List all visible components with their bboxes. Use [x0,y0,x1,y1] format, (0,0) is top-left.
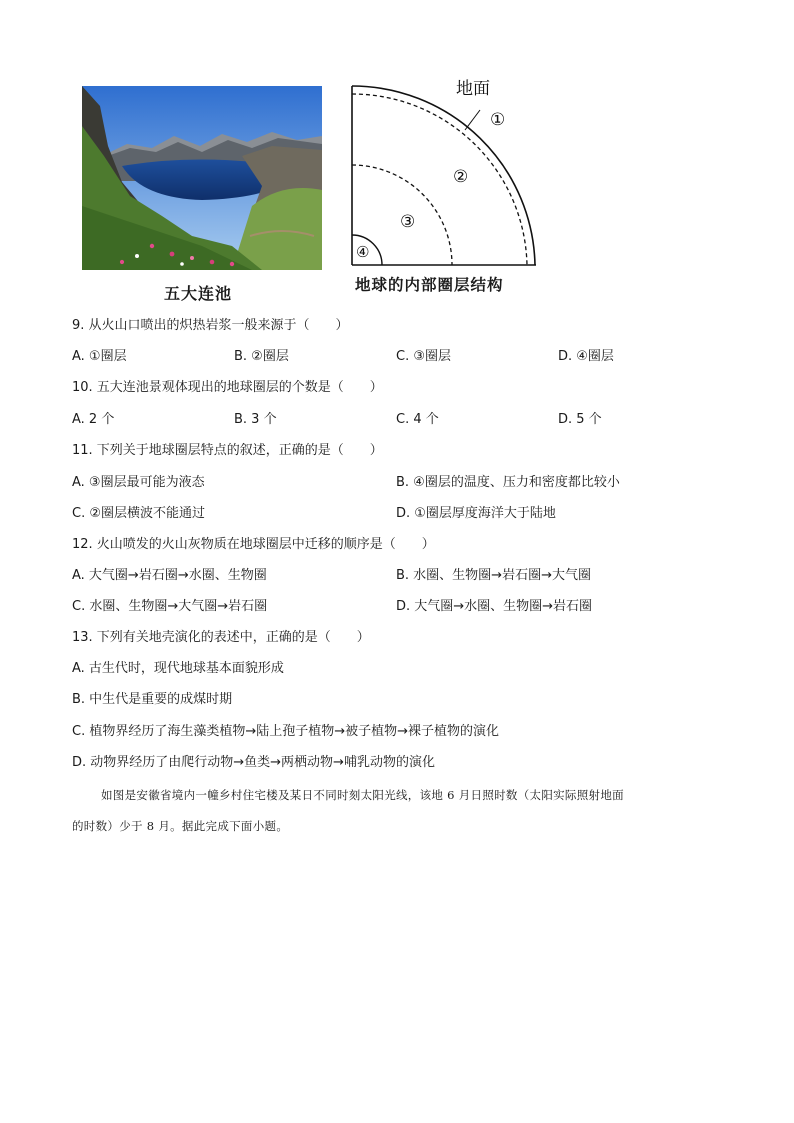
intro-line-1: 如图是安徽省境内一幢乡村住宅楼及某日不同时刻太阳光线，该地 6 月日照时数（太阳实际照射地面 [101,788,624,802]
question-10-option-d[interactable]: D. 5 个 [558,412,602,427]
intro-line-2: 的时数）少于 8 月。据此完成下面小题。 [72,819,289,833]
question-9-stem: 9. 从火山口喷出的炽热岩浆一般来源于（ ） [72,318,349,333]
question-13-option-a[interactable]: A. 古生代时，现代地球基本面貌形成 [72,661,284,676]
layer-label-4: ④ [356,243,370,261]
question-10-option-b[interactable]: B. 3 个 [234,412,277,427]
question-10-option-c[interactable]: C. 4 个 [396,412,439,427]
question-12-stem: 12. 火山喷发的火山灰物质在地球圈层中迁移的顺序是（ ） [72,537,435,552]
diagram-caption: 地球的内部圈层结构 [355,276,504,294]
earth-layers-diagram [340,70,550,270]
surface-label: 地面 [456,79,490,99]
layer-label-1: ① [490,110,506,130]
question-9-option-c[interactable]: C. ③圈层 [396,349,451,364]
question-13-option-c[interactable]: C. 植物界经历了海生藻类植物→陆上孢子植物→被子植物→裸子植物的演化 [72,724,500,739]
surface-leader-line [465,110,480,130]
photo-caption: 五大连池 [164,284,233,303]
landscape-illustration [82,86,322,270]
layer-label-2: ② [453,167,469,187]
layer-label-3: ③ [400,212,416,232]
question-12-option-b[interactable]: B. 水圈、生物圈→岩石圈→大气圈 [396,568,591,583]
question-10-option-a[interactable]: A. 2 个 [72,412,115,427]
question-12-option-d[interactable]: D. 大气圈→水圈、生物圈→岩石圈 [396,599,593,614]
question-12-option-c[interactable]: C. 水圈、生物圈→大气圈→岩石圈 [72,599,268,614]
question-11-option-a[interactable]: A. ③圈层最可能为液态 [72,475,205,490]
question-9-option-d[interactable]: D. ④圈层 [558,349,614,364]
question-13-option-d[interactable]: D. 动物界经历了由爬行动物→鱼类→两栖动物→哺乳动物的演化 [72,755,435,770]
question-13-stem: 13. 下列有关地壳演化的表述中，正确的是（ ） [72,630,370,645]
earth-surface-arc [352,86,535,265]
question-10-stem: 10. 五大连池景观体现出的地球圈层的个数是（ ） [72,380,383,395]
question-11-stem: 11. 下列关于地球圈层特点的叙述，正确的是（ ） [72,443,383,458]
question-9-option-b[interactable]: B. ②圈层 [234,349,289,364]
question-12-option-a[interactable]: A. 大气圈→岩石圈→水圈、生物圈 [72,568,267,583]
question-11-option-c[interactable]: C. ②圈层横波不能通过 [72,506,205,521]
question-11-option-b[interactable]: B. ④圈层的温度、压力和密度都比较小 [396,475,620,490]
question-13-option-b[interactable]: B. 中生代是重要的成煤时期 [72,692,233,707]
question-11-option-d[interactable]: D. ①圈层厚度海洋大于陆地 [396,506,556,521]
wudalianchi-photo [82,86,322,270]
question-9-option-a[interactable]: A. ①圈层 [72,349,127,364]
